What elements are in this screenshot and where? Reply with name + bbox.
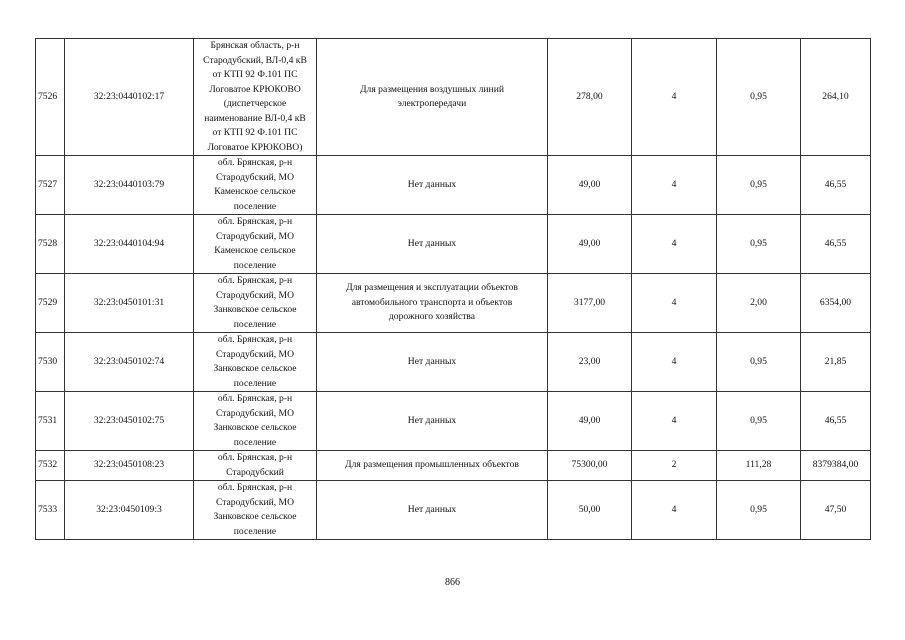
address-cell-line: (диспетчерское <box>223 98 287 109</box>
address-cell-line: Логоватое КРЮКОВО) <box>207 141 303 153</box>
address-cell-line: от КТП 92 Ф.101 ПС <box>212 127 298 138</box>
area-cell: 3177,00 <box>548 274 632 333</box>
page-number: 866 <box>445 577 460 588</box>
address-cell <box>194 451 317 481</box>
table-row <box>36 392 871 451</box>
address-cell-line: Стародубский, МО <box>215 230 295 242</box>
rate-cell: 0,95 <box>717 392 801 451</box>
permitted-use-cell <box>317 156 548 215</box>
address-cell-line: обл. Брянская, р-н <box>217 393 293 404</box>
area-cell: 49,00 <box>548 215 632 274</box>
address-cell-line: обл. Брянская, р-н <box>217 334 293 345</box>
row-number-cell: 7529 <box>36 274 65 333</box>
permitted-use-cell <box>317 392 548 451</box>
address-cell <box>194 333 317 392</box>
row-number-cell: 7532 <box>36 451 65 481</box>
value-cell: 46,55 <box>801 392 871 451</box>
address-cell-line: Стародубский, МО <box>215 289 295 301</box>
value-cell: 8379384,00 <box>801 451 871 481</box>
permitted-use-cell-line: Нет данных <box>407 355 457 367</box>
permitted-use-cell-line: Нет данных <box>407 178 457 190</box>
address-cell-line: поселение <box>233 200 277 212</box>
group-cell: 4 <box>632 215 717 274</box>
group-cell: 4 <box>632 481 717 540</box>
group-cell: 4 <box>632 274 717 333</box>
rate-cell: 0,95 <box>717 215 801 274</box>
address-cell-line: Брянская область, р-н <box>210 40 300 51</box>
address-cell-line: Стародубский, ВЛ-0,4 кВ <box>203 54 307 66</box>
permitted-use-cell-line: Для размещения и эксплуатации объектов <box>346 282 518 294</box>
cadastral-number-cell: 32:23:0440102:17 <box>65 39 194 156</box>
row-number-cell: 7533 <box>36 481 65 540</box>
address-cell-line: Стародубский <box>226 466 284 478</box>
address-cell-line: обл. Брянская, р-н <box>217 275 293 286</box>
cadastral-number-cell: 32:23:0450108:23 <box>65 451 194 481</box>
address-cell-line: наименование ВЛ-0,4 кВ <box>204 112 306 124</box>
address-cell-line: обл. Брянская, р-н <box>217 216 293 227</box>
row-number-cell: 7528 <box>36 215 65 274</box>
address-cell <box>194 392 317 451</box>
group-cell: 4 <box>632 333 717 392</box>
value-cell: 46,55 <box>801 156 871 215</box>
table-row <box>36 215 871 274</box>
address-cell-line: Стародубский, МО <box>215 407 295 419</box>
address-cell-line: поселение <box>233 377 277 389</box>
row-number-cell: 7527 <box>36 156 65 215</box>
permitted-use-cell-line: электропередачи <box>397 98 467 109</box>
permitted-use-cell <box>317 215 548 274</box>
address-cell <box>194 39 317 156</box>
value-cell: 21,85 <box>801 333 871 392</box>
address-cell-line: обл. Брянская, р-н <box>217 157 293 168</box>
address-cell <box>194 156 317 215</box>
row-number-cell: 7531 <box>36 392 65 451</box>
area-cell: 75300,00 <box>548 451 632 481</box>
permitted-use-cell-line: Для размещения промышленных объектов <box>345 459 519 471</box>
table-body <box>36 39 871 540</box>
address-cell-line: поселение <box>233 318 277 330</box>
permitted-use-cell <box>317 333 548 392</box>
address-cell-line: Занковское сельское <box>213 304 297 315</box>
rate-cell: 2,00 <box>717 274 801 333</box>
rate-cell: 0,95 <box>717 333 801 392</box>
row-number-cell: 7530 <box>36 333 65 392</box>
permitted-use-cell-line: Нет данных <box>407 237 457 249</box>
table-row <box>36 274 871 333</box>
address-cell-line: Стародубский, МО <box>215 171 295 183</box>
address-cell-line: Стародубский, МО <box>215 348 295 360</box>
table-row <box>36 333 871 392</box>
permitted-use-cell-line: дорожного хозяйства <box>388 311 476 323</box>
value-cell: 46,55 <box>801 215 871 274</box>
value-cell: 47,50 <box>801 481 871 540</box>
address-cell <box>194 274 317 333</box>
area-cell: 49,00 <box>548 392 632 451</box>
cadastral-number-cell: 32:23:0450109:3 <box>65 481 194 540</box>
address-cell-line: обл. Брянская, р-н <box>217 482 293 493</box>
permitted-use-cell-line: Нет данных <box>407 503 457 515</box>
cadastral-number-cell: 32:23:0440103:79 <box>65 156 194 215</box>
cadastral-number-cell: 32:23:0450101:31 <box>65 274 194 333</box>
rate-cell: 0,95 <box>717 156 801 215</box>
group-cell: 2 <box>632 451 717 481</box>
permitted-use-cell-line: Нет данных <box>407 414 457 426</box>
table-row <box>36 451 871 481</box>
rate-cell: 0,95 <box>717 481 801 540</box>
address-cell-line: от КТП 92 Ф.101 ПС <box>212 69 298 80</box>
group-cell: 4 <box>632 39 717 156</box>
permitted-use-cell <box>317 274 548 333</box>
address-cell-line: поселение <box>233 436 277 448</box>
area-cell: 23,00 <box>548 333 632 392</box>
cadastral-number-cell: 32:23:0450102:75 <box>65 392 194 451</box>
address-cell-line: Каменское сельское <box>214 186 296 197</box>
value-cell: 264,10 <box>801 39 871 156</box>
permitted-use-cell <box>317 39 548 156</box>
address-cell-line: поселение <box>233 525 277 537</box>
address-cell-line: Логоватое КРЮКОВО <box>209 83 301 95</box>
address-cell-line: Стародубский, МО <box>215 496 295 508</box>
table-row <box>36 156 871 215</box>
address-cell <box>194 215 317 274</box>
cadastral-number-cell: 32:23:0450102:74 <box>65 333 194 392</box>
cadastral-number-cell: 32:23:0440104:94 <box>65 215 194 274</box>
cadastral-register-table <box>35 38 871 540</box>
group-cell: 4 <box>632 156 717 215</box>
value-cell: 6354,00 <box>801 274 871 333</box>
address-cell-line: Каменское сельское <box>214 245 296 256</box>
address-cell-line: Занковское сельское <box>213 422 297 433</box>
address-cell <box>194 481 317 540</box>
permitted-use-cell <box>317 451 548 481</box>
permitted-use-cell-line: Для размещения воздушных линий <box>360 83 504 95</box>
row-number-cell: 7526 <box>36 39 65 156</box>
group-cell: 4 <box>632 392 717 451</box>
table-row <box>36 39 871 156</box>
address-cell-line: Занковское сельское <box>213 363 297 374</box>
permitted-use-cell <box>317 481 548 540</box>
area-cell: 49,00 <box>548 156 632 215</box>
permitted-use-cell-line: автомобильного транспорта и объектов <box>351 296 513 308</box>
address-cell-line: Занковское сельское <box>213 511 297 522</box>
address-cell-line: поселение <box>233 259 277 271</box>
rate-cell: 111,28 <box>717 451 801 481</box>
address-cell-line: обл. Брянская, р-н <box>217 452 293 463</box>
area-cell: 278,00 <box>548 39 632 156</box>
table-row <box>36 481 871 540</box>
area-cell: 50,00 <box>548 481 632 540</box>
rate-cell: 0,95 <box>717 39 801 156</box>
